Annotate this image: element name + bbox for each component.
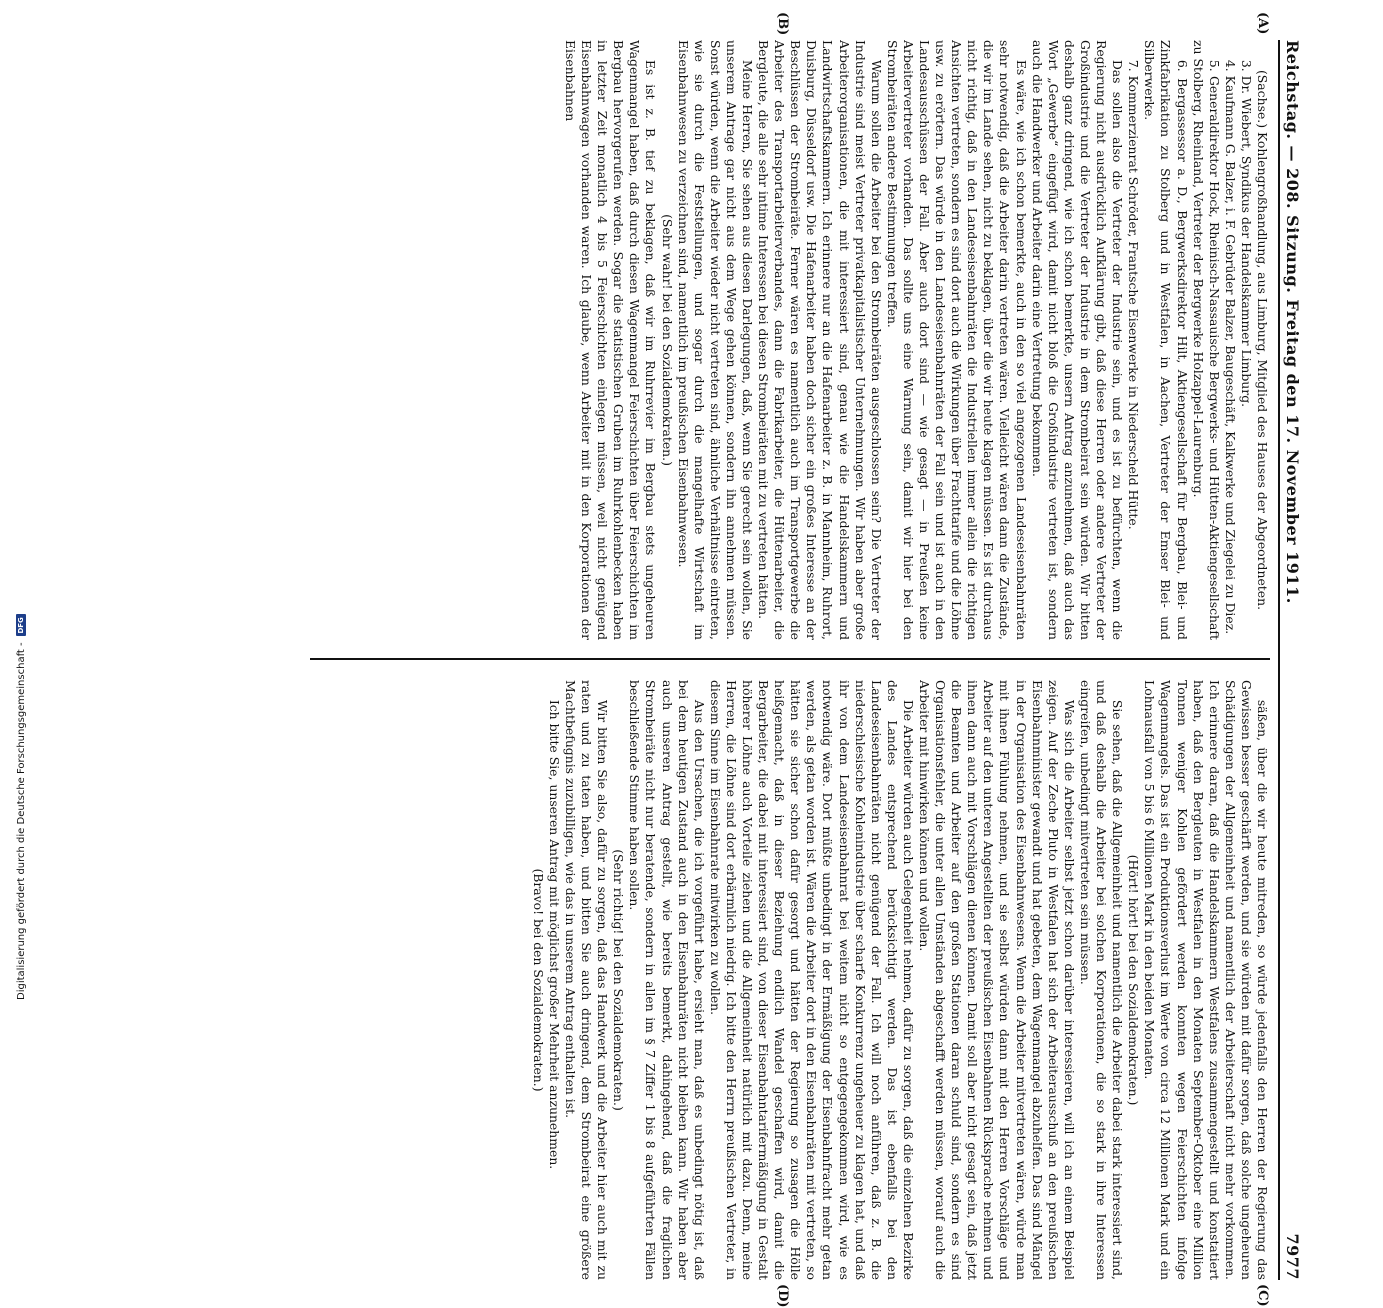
left-column-paragraph: Es wäre, wie ich schon bemerkte, auch in den so viel angezogenen Landeseisenbahnräten sehr notwendig, daß die Arbeiter darin vertreten wären. Vielleicht wären dann die Zustände, die wir im Lande sehen, nicht zu beklagen, über die wir heute klagen müssen. Es ist durchaus nicht richtig, daß in den Landeseisenbahnräten die Industriellen immer allein die richtigen Ansichten vertreten, sondern es sind dort auch die Wirkungen über Frachttarife und die Löhne usw. zu erörtern. Das würde in den Landeseisenbahnräten der Fall sein und ist auch in den Landesausschüssen der Fall. Aber auch dort sind — wie gesagt — in Preußen keine Arbeitervertreter vorhanden. Das sollte uns eine Warnung sein, damit wir hier bei den Strombeiräten andere Bestimmungen treffen. [884,40,1029,640]
margin-mark-d: (D) [775,1284,790,1308]
digitization-credit [14,0,28,1000]
left-column-paragraph: 3. Dr. Wiebert, Syndikus der Handelskammer Limburg. [1238,59,1254,408]
right-column [310,680,1270,1280]
left-column-paragraph: 5. Generaldirektor Hock, Rheinisch-Nassauische Bergwerks- und Hütten-Aktiengesellschaft zu Stolberg, Rheinland, Vertreter der Bergwerke Holzappel-Laurenburg. [1190,40,1222,640]
margin-mark-a: (A) [1255,12,1270,35]
right-column-paragraph: (Bravo! bei den Sozialdemokraten.) [530,868,546,1092]
left-column-paragraph: Es ist z. B. tief zu beklagen, daß wir im Ruhrrevier im Bergbau stets ungeheuren Wagenmangel haben, daß durch diesen Wagenmangel Feierschichten über Feierschichten im Bergbau hervorgerufen werden. Sogar die statistischen Gruben im Ruhrkohlenbecken haben in letzter Zeit monatlich 4 bis 5 Feierschichten einlegen müssen, weil nicht genügend Eisenbahnwagen vorhanden waren. Ich glaube, wenn Arbeiter mit in den Korporationen der Eisenbahnen [562,40,659,640]
right-column-paragraph: (Hört! hört! bei den Sozialdemokraten.) [1126,854,1142,1106]
left-column-paragraph: Warum sollen die Arbeiter bei den Strombeiräten ausgeschlossen sein? Die Vertreter der Industrie sind meist Vertreter privatkapitalistischer Unternehmungen. Wir haben aber große Arbeiterorganisationen, die mit interessiert sind, genau wie die Handelskammern und Landwirtschaftskammern. Ich erinnere nur an die Hafenarbeiter z. B. in Mannheim, Ruhrort, Duisburg, Düsseldorf usw. Die Hafenarbeiter haben doch sicher ein großes Interesse an der Beschlüssen der Strombeiräte. Ferner wären es namentlich auch im Transportgewerbe die Arbeiter des Transportarbeiterverbandes, dann die Fabrikarbeiter, die Hüttenarbeiter, die Bergleute, die alle sehr intime Interessen bei diesen Strombeiräten mit zu vertreten hätten. [756,40,884,640]
column-divider [310,658,1270,660]
right-column-paragraph: Ich bitte Sie, unseren Antrag mit möglichst großer Mehrheit anzunehmen. [546,699,562,1170]
left-column [310,40,1270,640]
margin-mark-c: (C) [1255,1284,1270,1307]
left-column-paragraph: 6. Bergassessor a. D., Bergwerksdirektor Hilt, Aktiengesellschaft für Bergbau, Blei- und Zinkfabrikation zu Stolberg und in Westfalen, in Aachen, Vertreter der Emser Blei- und Silberwerke. [1142,40,1190,640]
left-column-paragraph: Das sollen also die Vertreter der Industrie sein, und es ist zu befürchten, wenn die Regierung nicht ausdrücklich Aufklärung gibt, daß diese Herren oder andere Vertreter der Großindustrie und die Vertreter der Industrie in dem Strombeirat sein würden. Wir bitten deshalb ganz dringend, wie ich schon bemerkte, unsern Antrag anzunehmen, daß auch das Wort „Gewerbe“ eingefügt wird, damit nicht bloß die Großindustrie vertreten ist, sondern auch die Handwerker und Arbeiter darin eine Vertretung bekommen. [1029,40,1126,640]
page-header [1278,40,1306,1280]
left-column-paragraph: (Sachse.) Kohlengroßhandlung, aus Limburg, Mitglied des Hauses der Abgeordneten. [1255,69,1270,611]
left-column-paragraph: 7. Kommerzienrat Schröder, Frantsche Eisenwerke in Niederscheld Hütte. [1126,59,1142,530]
left-column-paragraph: (Sehr wahr! bei den Sozialdemokraten.) [659,214,675,466]
right-column-paragraph: Wir bitten Sie also, dafür zu sorgen, daß das Handwerk und die Arbeiter hier auch mit zu raten und zu taten haben, und bitten Sie auch dringend, dem Strombeirat eine größere Machtbefugnis zuzubilligen, wie das in unserem Antrag enthalten ist. [562,680,611,1280]
margin-mark-b: (B) [775,12,790,36]
text-columns [310,12,1270,1308]
credit-text: Digitalisierung gefördert durch die Deutsche Forschungsgemeinschaft - [15,642,27,1000]
left-column-paragraph: Meine Herren, Sie sehen aus diesen Darlegungen, daß, wenn Sie gerecht sein wollen, Sie unserem Antrage gar nicht aus dem Wege gehen können, sondern ihn annehmen müssen. Sonst würden, wenn die Arbeiter wieder nicht vertreten sind, ähnliche Verhältnisse eintreten, wie sie durch die Feststellungen, und sogar durch die mangelhafte Wirtschaft im Eisenbahnwesen zu verzeichnen sind, namentlich im preußischen Eisenbahnwesen. [675,40,755,640]
page-number: 7977 [1283,1233,1303,1280]
right-column-paragraph: (Sehr richtig! bei den Sozialdemokraten.) [611,849,627,1111]
header-title: Reichstag. — 208. Sitzung. Freitag den 17. November 1911. [1283,40,1303,604]
right-column-paragraph: säßen, über die wir heute mitreden, so würde jedenfalls den Herren der Regierung das Gewissen besser geschärft werden, und sie würden mit dafür sorgen, daß solche ungeheuren Schädigungen der Allgemeinheit und namentlich der Arbeiterschaft nicht mehr vorkommen. Ich erinnere daran, daß die Handelskammern Westfalens zusammengestellt und konstatiert haben, daß den Bergleuten in Westfalen in den Monaten September-Oktober eine Million Tonnen weniger Kohlen gefördert werden konnten wegen Feierschichten infolge Wagenmangels. Das ist ein Produktionsverlust im Werte von circa 12 Millionen Mark und ein Lohnausfall von 5 bis 6 Millionen Mark in den beiden Monaten. [1142,680,1270,1280]
right-column-paragraph: Was sich die Arbeiter selbst jetzt schon darüber interessieren, will ich an einem Beispiel zeigen. Auf der Zeche Pluto in Westfalen hat sich der Arbeiterausschuß an den preußischen Eisenbahnminister gewandt und hat gebeten, dem Wagenmangel abzuhelfen. Das sind Mängel in der Organisation des Eisenbahnwesens. Wenn die Arbeiter mitvertreten wären, würde man mit ihnen Fühlung nehmen, und sie selbst würden dann mit den Herren Vorschläge und Arbeiter auf den unteren Angestellten der preußischen Eisenbahnen Rücksprache nehmen und ihnen dann auch mit Vorschlägen dienen können. Damit soll aber nicht gesagt sein, daß jetzt die Beamten und Arbeiter auf den großen Stationen daran schuld sind, sondern es sind Organisationsfehler, die unter allen Umständen abgeschafft werden müssen, worauf auch die Arbeiter mit hinwirken können und wollen. [917,680,1077,1280]
right-column-paragraph: Sie sehen, daß die Allgemeinheit und namentlich die Arbeiter dabei stark interessiert sind, und daß deshalb die Arbeiter bei solchen Korporationen, die so stark in ihre Interessen eingreifen, unbedingt mitvertreten sein müssen. [1077,680,1126,1280]
right-column-paragraph: Die Arbeiter würden auch Gelegenheit nehmen, dafür zu sorgen, daß die einzelnen Bezirke des Landes entsprechend berücksichtigt werden. Das ist ebenfalls bei den Landeseisenbahnräten nicht genügend der Fall. Ich will noch anführen, daß z. B. die niederschlesische Kohlenindustrie über scharfe Konkurrenz ungeheuer zu klagen hat, und daß ihr von dem Landeseisenbahnrat bei weitem nicht so entgegengekommen wird, wie es notwendig wäre. Dort müßte unbedingt in der Ermäßigung der Eisenbahnfracht mehr getan werden, als getan worden ist. Wären die Arbeiter dort in den Eisenbahnräten mit vertreten, so hätten sie sicher schon dafür gesorgt und hätten der Regierung so zusagen die Hölle heißgemacht, daß in dieser Beziehung endlich Wandel geschaffen wird, damit die Bergarbeiter, die dabei mit interessiert sind, von dieser Eisenbahntarifermäßigung in Gestalt höherer Löhne auch Vorteile ziehen und die Allgemeinheit natürlich mit dazu. Denn, meine Herren, die Löhne sind dort erbärmlich niedrig. Ich bitte den Herrn preußischen Vertreter, in diesem Sinne im Eisenbahnrate mitwirken zu wollen. [707,680,916,1280]
newspaper-page [30,0,1310,1308]
right-column-paragraph: Aus den Ursachen, die ich vorgeführt habe, ersieht man, daß es unbedingt nötig ist, daß bei dem heutigen Zustand auch in den Eisenbahnräten nicht bleiben kann. Wir haben aber auch unseren Antrag gestellt, wie bereits bemerkt, dahingehend, daß die fraglichen Strombeiräte nicht nur beratende, sondern in allen im § 7 Ziffer 1 bis 8 aufgeführten Fällen beschließende Stimme haben sollen. [627,680,707,1280]
left-column-paragraph: 4. Kaufmann G. Balzer, i. F. Gebrüder Balzer, Baugeschäft, Kalkwerke und Ziegelei zu Diez. [1222,59,1238,635]
dfg-logo: DFG [16,614,26,636]
